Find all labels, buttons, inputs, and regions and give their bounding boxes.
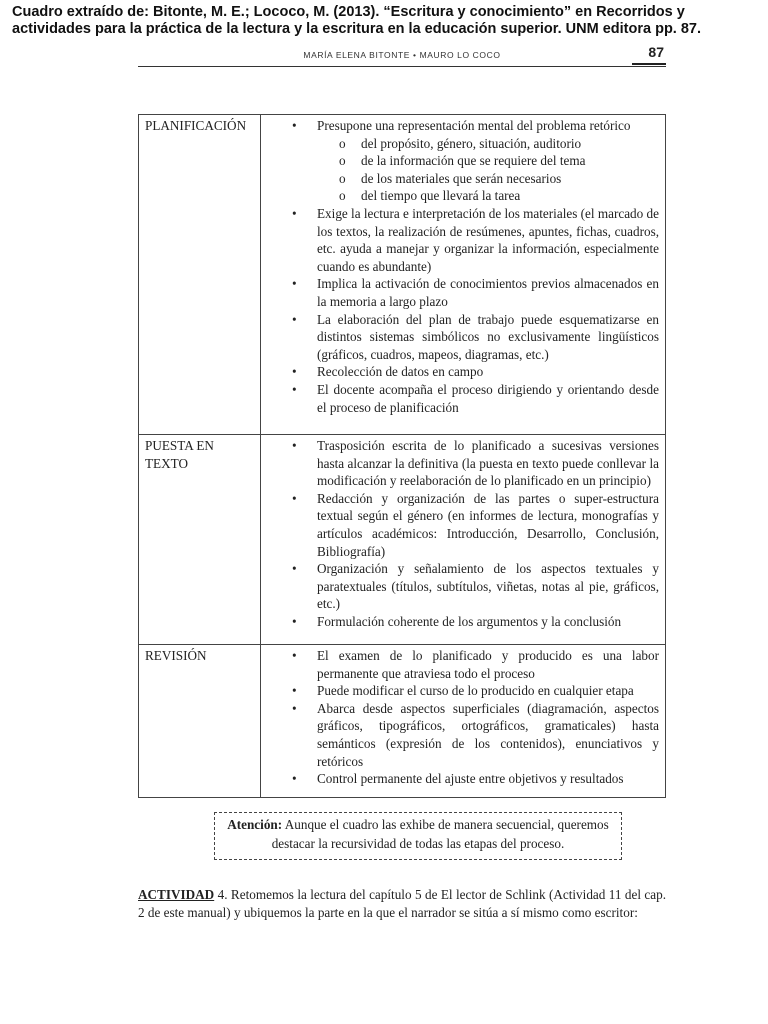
bullet-item [265, 205, 659, 275]
bullet-icon: • [292, 438, 297, 453]
sub-bullet-text: de la información que se requiere del tema [361, 153, 586, 169]
bullet-icon: • [292, 205, 297, 221]
bullet-icon: • [292, 683, 297, 699]
bullet-icon: • [292, 490, 297, 506]
bullet-icon: • [292, 648, 297, 663]
page-number: 87 [648, 44, 664, 60]
activity-label: ACTIVIDAD [138, 887, 215, 902]
bullet-icon: • [292, 118, 297, 133]
bullet-text: Redacción y organización de las partes o super-estructura textual según el género (en informes de lectura, monografías y artículos académicos: Introducción, Desarrollo, Conclusión, Bibliografía) [317, 490, 659, 559]
stage-description-cell [261, 115, 666, 435]
attention-note [214, 812, 622, 860]
stage-description-cell [261, 435, 666, 645]
bullet-item [265, 490, 659, 560]
circle-bullet-icon: o [339, 153, 346, 169]
sub-bullet-item [317, 187, 659, 205]
sub-bullet-item [317, 135, 659, 153]
bullet-icon: • [292, 700, 297, 716]
activity-paragraph [138, 886, 666, 922]
bullet-text: Puede modificar el curso de lo producido en cualquier etapa [317, 683, 634, 699]
running-head [138, 44, 666, 67]
attention-text: Aunque el cuadro las exhibe de manera secuencial, queremos destacar la recursividad de todas las etapas del proceso. [271, 817, 609, 851]
bullet-icon: • [292, 381, 297, 397]
table-row [139, 645, 666, 798]
bullet-icon: • [292, 561, 297, 577]
bullet-item [265, 381, 659, 416]
figure-caption: Cuadro extraído de: Bitonte, M. E.; Lococo, M. (2013). “Escritura y conocimiento” en Recorridos y actividades para la práctica de la lectura y la escritura en la educación superior. UNM editora pp. 87. [12, 4, 702, 37]
bullet-text: Organización y señalamiento de los aspectos textuales y paratextuales (títulos, subtítulos, viñetas, notas al pie, gráficos, etc.) [317, 561, 659, 612]
stage-cell [139, 645, 261, 798]
bullet-item [265, 117, 659, 205]
sub-bullet-item [317, 170, 659, 188]
bullet-icon: • [292, 771, 297, 787]
attention-label: Atención: [227, 817, 283, 832]
stage-label: PLANIFICACIÓN [145, 118, 247, 133]
writing-process-table [138, 114, 666, 798]
bullet-icon: • [292, 276, 297, 292]
bullet-text: Exige la lectura e interpretación de los materiales (el marcado de los textos, la realización de resúmenes, apuntes, fichas, cuadros, etc. ayuda a manejar y organizar la información, especialmente cuando es abundante) [317, 205, 659, 274]
bullet-text: Implica la activación de conocimientos previos almacenados en la memoria a largo plazo [317, 276, 659, 309]
bullet-icon: • [292, 311, 297, 327]
table-body [139, 115, 666, 798]
bullet-item [265, 560, 659, 613]
sub-bullet-text: del propósito, género, situación, auditorio [361, 135, 582, 151]
sub-bullet-text: del tiempo que llevará la tarea [361, 188, 521, 204]
bullet-list [265, 647, 659, 788]
table-row [139, 115, 666, 435]
stage-label: REVISIÓN [145, 648, 207, 663]
circle-bullet-icon: o [339, 170, 346, 186]
running-head-authors: MARÍA ELENA BITONTE • MAURO LO COCO [303, 50, 501, 60]
bullet-icon: • [292, 364, 297, 380]
bullet-text: Recolección de datos en campo [317, 364, 484, 380]
bullet-text: Trasposición escrita de lo planificado a sucesivas versiones hasta alcanzar la definitiva (la puesta en texto puede conllevar la modificación y reelaboración de lo planificado en un principio) [317, 438, 659, 489]
bullet-text: Presupone una representación mental del problema retórico [317, 118, 631, 133]
bullet-text: El examen de lo planificado y producido es una labor permanente que atraviesa todo el proceso [317, 648, 659, 681]
bullet-text: La elaboración del plan de trabajo puede esquematizarse en distintos sistemas simbólicos no exclusivamente lingüísticos (gráficos, cuadros, mapeos, diagramas, etc.) [317, 311, 659, 362]
bullet-text: Control permanente del ajuste entre objetivos y resultados [317, 771, 624, 787]
stage-label: PUESTA EN TEXTO [145, 438, 214, 471]
bullet-text: Abarca desde aspectos superficiales (diagramación, aspectos gráficos, tipográficos, ortográficos, gramaticales) hasta semánticos (expresión de los contenidos), enunciativos y retóricos [317, 700, 659, 769]
stage-cell [139, 435, 261, 645]
bullet-list [265, 117, 659, 416]
bullet-item [265, 363, 659, 381]
bullet-list [265, 437, 659, 631]
stage-cell [139, 115, 261, 435]
bullet-item [265, 682, 659, 700]
bullet-item [265, 311, 659, 364]
bullet-text: Formulación coherente de los argumentos y la conclusión [317, 613, 622, 629]
bullet-item [265, 275, 659, 310]
activity-text: 4. Retomemos la lectura del capítulo 5 de El lector de Schlink (Actividad 11 del cap. 2 de este manual) y ubiquemos la parte en la que el narrador se sitúa a sí mismo como escritor: [138, 887, 667, 920]
bullet-item [265, 437, 659, 490]
sub-bullet-text: de los materiales que serán necesarios [361, 170, 562, 186]
table-row [139, 435, 666, 645]
page-number-rule [632, 63, 666, 65]
bullet-icon: • [292, 613, 297, 629]
bullet-item [265, 700, 659, 770]
circle-bullet-icon: o [339, 135, 346, 151]
bullet-item [265, 647, 659, 682]
stage-description-cell [261, 645, 666, 798]
sub-bullet-list [317, 135, 659, 205]
bullet-text: El docente acompaña el proceso dirigiendo y orientando desde el proceso de planificación [317, 381, 659, 415]
circle-bullet-icon: o [339, 188, 346, 204]
bullet-item [265, 613, 659, 631]
bullet-item [265, 770, 659, 788]
sub-bullet-item [317, 152, 659, 170]
